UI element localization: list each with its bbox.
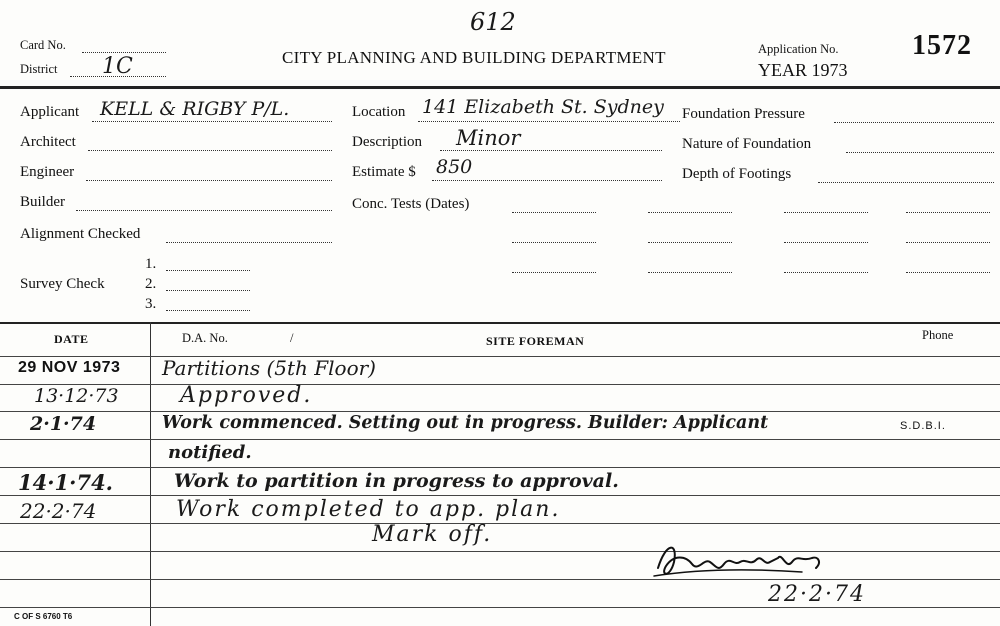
application-no-label: Application No.	[758, 42, 839, 56]
row-line-6	[0, 523, 1000, 524]
description-label: Description	[352, 134, 422, 150]
architect-label: Architect	[20, 134, 76, 150]
date-column-divider	[150, 322, 151, 626]
form-code: C OF S 6760 T6	[14, 612, 73, 621]
year-label: YEAR 1973	[758, 60, 848, 80]
row-7-entry: Mark off.	[372, 522, 493, 547]
conc-line-1a	[512, 212, 596, 213]
location-label: Location	[352, 104, 406, 120]
survey-num-2: 2.	[145, 276, 157, 292]
conc-line-1c	[784, 212, 868, 213]
district-label: District	[20, 62, 58, 76]
application-number: 1572	[912, 30, 972, 61]
conc-tests-label: Conc. Tests (Dates)	[352, 196, 470, 212]
applicant-value: KELL & RIGBY P/L.	[100, 98, 290, 120]
row-5-date: 14·1·74.	[18, 470, 113, 495]
survey-num-3: 3.	[145, 296, 157, 312]
top-hand-number: 612	[470, 8, 516, 36]
foundation-pressure-line	[834, 122, 994, 123]
builder-label: Builder	[20, 194, 65, 210]
row-5-entry: Work to partition in progress to approval.	[174, 470, 619, 492]
district-value: 1C	[102, 54, 133, 79]
row-3-date: 2·1·74	[30, 413, 97, 435]
row-2-entry: Approved.	[180, 383, 313, 408]
description-line	[440, 150, 662, 151]
applicant-line	[92, 121, 332, 122]
conc-line-2c	[784, 242, 868, 243]
row-line-2	[0, 411, 1000, 412]
nature-foundation-label: Nature of Foundation	[682, 136, 812, 152]
conc-line-3d	[906, 272, 990, 273]
row-line-0	[0, 356, 1000, 357]
architect-line	[88, 150, 332, 151]
signature-icon	[652, 532, 832, 588]
survey-label: Survey Check	[20, 276, 105, 292]
row-line-4	[0, 467, 1000, 468]
row-3-initials: S.D.B.I.	[900, 420, 946, 432]
row-line-3	[0, 439, 1000, 440]
location-line	[418, 121, 680, 122]
header-date: DATE	[54, 332, 89, 346]
row-line-8	[0, 579, 1000, 580]
conc-line-3b	[648, 272, 732, 273]
card-no-label: Card No.	[20, 38, 66, 52]
row-line-9	[0, 607, 1000, 608]
applicant-label: Applicant	[20, 104, 80, 120]
row-6-date: 22·2·74	[20, 499, 97, 523]
card-no-line	[82, 52, 166, 53]
conc-line-1b	[648, 212, 732, 213]
row-2-date: 13·12·73	[34, 385, 119, 407]
location-value: 141 Elizabeth St. Sydney	[422, 96, 664, 118]
depth-footings-line	[818, 182, 994, 183]
row-line-7	[0, 551, 1000, 552]
alignment-line	[166, 242, 332, 243]
engineer-label: Engineer	[20, 164, 75, 180]
row-3-entry: Work commenced. Setting out in progress. Builder: Applicant	[162, 413, 769, 433]
row-1-date: 29 NOV 1973	[18, 359, 121, 376]
conc-line-2b	[648, 242, 732, 243]
row-line-1	[0, 384, 1000, 385]
header-da-no: D.A. No.	[182, 331, 228, 345]
survey-line-2	[166, 290, 250, 291]
conc-line-2a	[512, 242, 596, 243]
foundation-pressure-label: Foundation Pressure	[682, 106, 805, 122]
conc-line-3a	[512, 272, 596, 273]
header-phone: Phone	[922, 328, 954, 342]
engineer-line	[86, 180, 332, 181]
description-value: Minor	[456, 126, 521, 150]
builder-line	[76, 210, 332, 211]
row-line-5	[0, 495, 1000, 496]
alignment-label: Alignment Checked	[20, 226, 141, 242]
estimate-label: Estimate $	[352, 164, 416, 180]
survey-num-1: 1.	[145, 256, 157, 272]
nature-foundation-line	[846, 152, 994, 153]
estimate-value: 850	[436, 156, 473, 178]
department-title: CITY PLANNING AND BUILDING DEPARTMENT	[282, 48, 666, 67]
header-slash: /	[290, 331, 294, 345]
row-4-entry: notified.	[168, 442, 252, 463]
survey-line-1	[166, 270, 250, 271]
conc-line-1d	[906, 212, 990, 213]
conc-line-3c	[784, 272, 868, 273]
estimate-line	[432, 180, 662, 181]
signature-date: 22·2·74	[768, 582, 866, 607]
row-1-entry: Partitions (5th Floor)	[162, 356, 376, 380]
header-site-foreman: SITE FOREMAN	[486, 334, 585, 348]
header-rule	[0, 86, 1000, 89]
row-6-entry: Work completed to app. plan.	[176, 497, 561, 522]
survey-line-3	[166, 310, 250, 311]
conc-line-2d	[906, 242, 990, 243]
depth-footings-label: Depth of Footings	[682, 166, 792, 182]
